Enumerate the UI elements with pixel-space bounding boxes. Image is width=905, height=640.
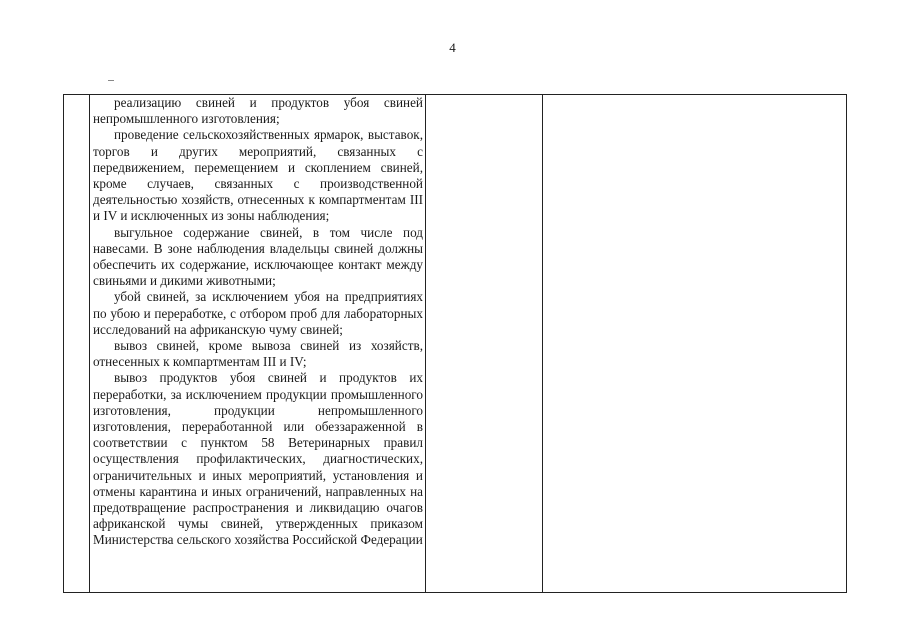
- empty-cell-col4: [543, 95, 847, 593]
- empty-cell-col3: [426, 95, 543, 593]
- paragraph-free-range-ban: выгульное содержание свиней, в том числе под навесами. В зоне наблюдения владельцы свиней должны обеспечить их содержание, исключающее контакт между свиньями и дикими животными;: [93, 224, 423, 289]
- paragraph-sale-ban: реализацию свиней и продуктов убоя свиней непромышленного изготовления;: [93, 95, 423, 127]
- row-number-cell: [64, 95, 90, 593]
- scan-mark: [108, 80, 114, 81]
- measures-text-cell: [90, 95, 426, 593]
- page-number: 4: [449, 40, 456, 55]
- document-table: [63, 94, 847, 593]
- paragraph-pig-export-ban: вывоз свиней, кроме вывоза свиней из хозяйств, отнесенных к компартментам III и IV;: [93, 338, 423, 370]
- paragraph-slaughter-ban: убой свиней, за исключением убоя на предприятиях по убою и переработке, с отбором проб для лабораторных исследований на африканскую чуму свиней;: [93, 289, 423, 337]
- table-row: [64, 95, 847, 593]
- paragraph-product-export-ban: вывоз продуктов убоя свиней и продуктов их переработки, за исключением продукции промышленного изготовления, продукции непромышленного изготовления, переработанной или обеззараженной в соответствии с пунктом 58 Ветеринарных правил осуществления профилактических, диагностических, ограничительных и иных мероприятий, установления и отмены карантина и иных ограничений, направленных на предотвращение распространения и ликвидацию очагов африканской чумы свиней, утвержденных приказом Министерства сельского хозяйства Российской Федерации: [93, 370, 423, 548]
- paragraph-fairs-ban: проведение сельскохозяйственных ярмарок, выставок, торгов и других мероприятий, связанных с передвижением, перемещением и скоплением свиней, кроме случаев, связанных с производственной деятельностью хозяйств, отнесенных к компартментам III и IV и исключенных из зоны наблюдения;: [93, 127, 423, 224]
